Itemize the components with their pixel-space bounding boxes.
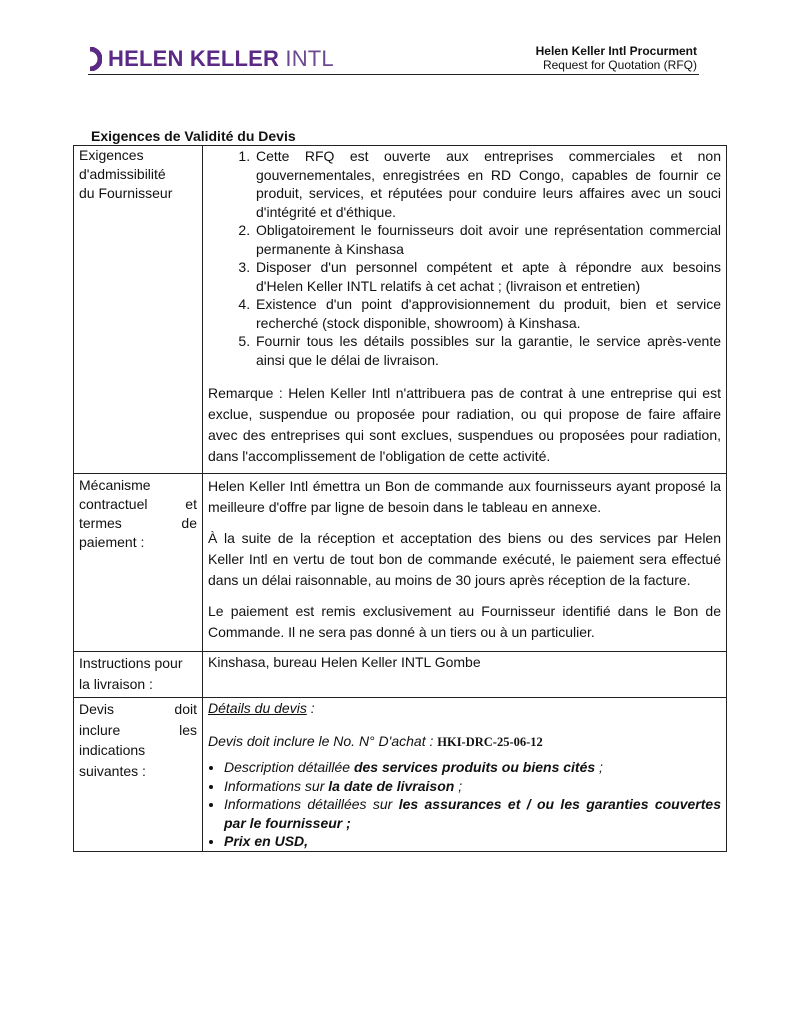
bullet-bold: les assurances et / ou les garanties couvertes par le fournisseur ; (224, 796, 721, 831)
logo-mark-icon (88, 47, 102, 71)
list-item (224, 795, 721, 832)
bullet-tail: ; (454, 777, 463, 794)
bullet-tail: ; (595, 759, 603, 775)
bullet-text: Informations détaillées sur (224, 796, 399, 812)
label-line: inclure les (79, 721, 197, 738)
list-item: 3. Disposer d'un personnel compétent et apte à répondre aux besoins d'Helen Keller INTL relatifs à cet achat ; (livraison et entretien) (254, 258, 721, 295)
payment-paragraph: Helen Keller Intl émettra un Bon de commande aux fournisseurs ayant proposé la meilleure d'offre par ligne de besoin dans le tableau en annexe. (208, 478, 721, 515)
label-line: la livraison : (79, 676, 153, 692)
company-logo (88, 45, 334, 73)
label-line: Devis doit (79, 701, 197, 717)
list-item: 1. Cette RFQ est ouverte aux entreprises commerciales et non gouvernementales, enregistrées en RD Congo, capables de fournir ce produit, services, et réputées pour conduire leurs affaires avec un souci d'intégrité et d'éthique. (254, 147, 721, 221)
quote-details-heading (208, 699, 721, 718)
requirements-table (73, 145, 727, 852)
bullet-bold: la date de livraison (328, 777, 455, 794)
row-label-quote (74, 698, 203, 852)
list-item (224, 777, 721, 796)
details-colon: : (306, 700, 315, 716)
row-label-eligibility (74, 146, 203, 474)
po-prefix: Devis doit inclure le No. N° D'achat : (208, 733, 438, 749)
header-divider (88, 74, 699, 75)
payment-paragraph: Le paiement est remis exclusivement au Fournisseur identifié dans le Bon de Commande. Il ne sera pas donné à un tiers ou à un particulier. (208, 603, 721, 640)
payment-paragraph: À la suite de la réception et acceptation des biens ou des services par Helen Keller Intl en vertu de tout bon de commande exécuté, le paiement sera effectué dans un délai raisonnable, au moins de 30 jours après réception de la facture. (208, 530, 721, 588)
bullet-bold: Prix en USD, (224, 833, 309, 849)
label-line: d'admissibilité (79, 166, 166, 182)
section-title: Exigences de Validité du Devis (91, 128, 296, 144)
delivery-content (203, 652, 727, 698)
logo-text-light: INTL (285, 46, 334, 71)
table-row (74, 698, 727, 852)
remark-text: Remarque : Helen Keller Intl n'attribuera pas de contrat à une entreprise qui est exclue, suspendue ou proposée pour radiation, ou qui propose de faire affaire avec des entreprises qui sont exclues, suspendues ou proposées pour radiation, dans l'accomplissement de l'obligation de cette activité. (208, 385, 721, 464)
label-line: termes de (79, 515, 197, 531)
bullet-bold: des services produits ou biens cités (353, 759, 596, 775)
po-number: HKI-DRC-25-06-12 (437, 735, 543, 749)
po-reference (208, 732, 721, 752)
table-row (74, 146, 727, 474)
list-item (224, 758, 721, 777)
eligibility-list (208, 147, 721, 369)
table-row (74, 474, 727, 652)
quote-content (203, 698, 727, 852)
bullet-text: Description détaillée (224, 759, 354, 775)
label-line: Exigences (79, 147, 144, 163)
label-line: suivantes : (79, 762, 146, 779)
label-line: contractuel et (79, 496, 197, 512)
quote-requirements-list (208, 758, 721, 851)
payment-content (203, 474, 727, 652)
row-label-payment (74, 474, 203, 652)
header-doc-type: Request for Quotation (RFQ) (542, 58, 697, 72)
delivery-location: Kinshasa, bureau Helen Keller INTL Gombe (208, 654, 481, 670)
logo-text-strong: HELEN KELLER (108, 46, 280, 71)
list-item: 5. Fournir tous les détails possibles sur la garantie, le service après-vente ainsi que le délai de livraison. (254, 332, 721, 369)
list-item: 2. Obligatoirement le fournisseurs doit avoir une représentation commercial permanente à Kinshasa (254, 221, 721, 258)
label-line: du Fournisseur (79, 185, 173, 201)
header-org-title: Helen Keller Intl Procurment (535, 44, 697, 58)
list-item (224, 832, 721, 851)
label-line: Mécanisme (79, 477, 151, 493)
eligibility-content (203, 146, 727, 474)
table-row (74, 652, 727, 698)
label-line: Instructions pour (79, 655, 183, 671)
list-item: 4. Existence d'un point d'approvisionnement du produit, bien et service recherché (stock disponible, showroom) à Kinshasa. (254, 295, 721, 332)
row-label-delivery (74, 652, 203, 698)
details-title: Détails du devis (208, 700, 307, 716)
bullet-text: Informations sur (224, 777, 329, 794)
document-header (536, 44, 697, 72)
label-line: paiement : (79, 534, 145, 550)
label-line: indications (79, 742, 146, 758)
